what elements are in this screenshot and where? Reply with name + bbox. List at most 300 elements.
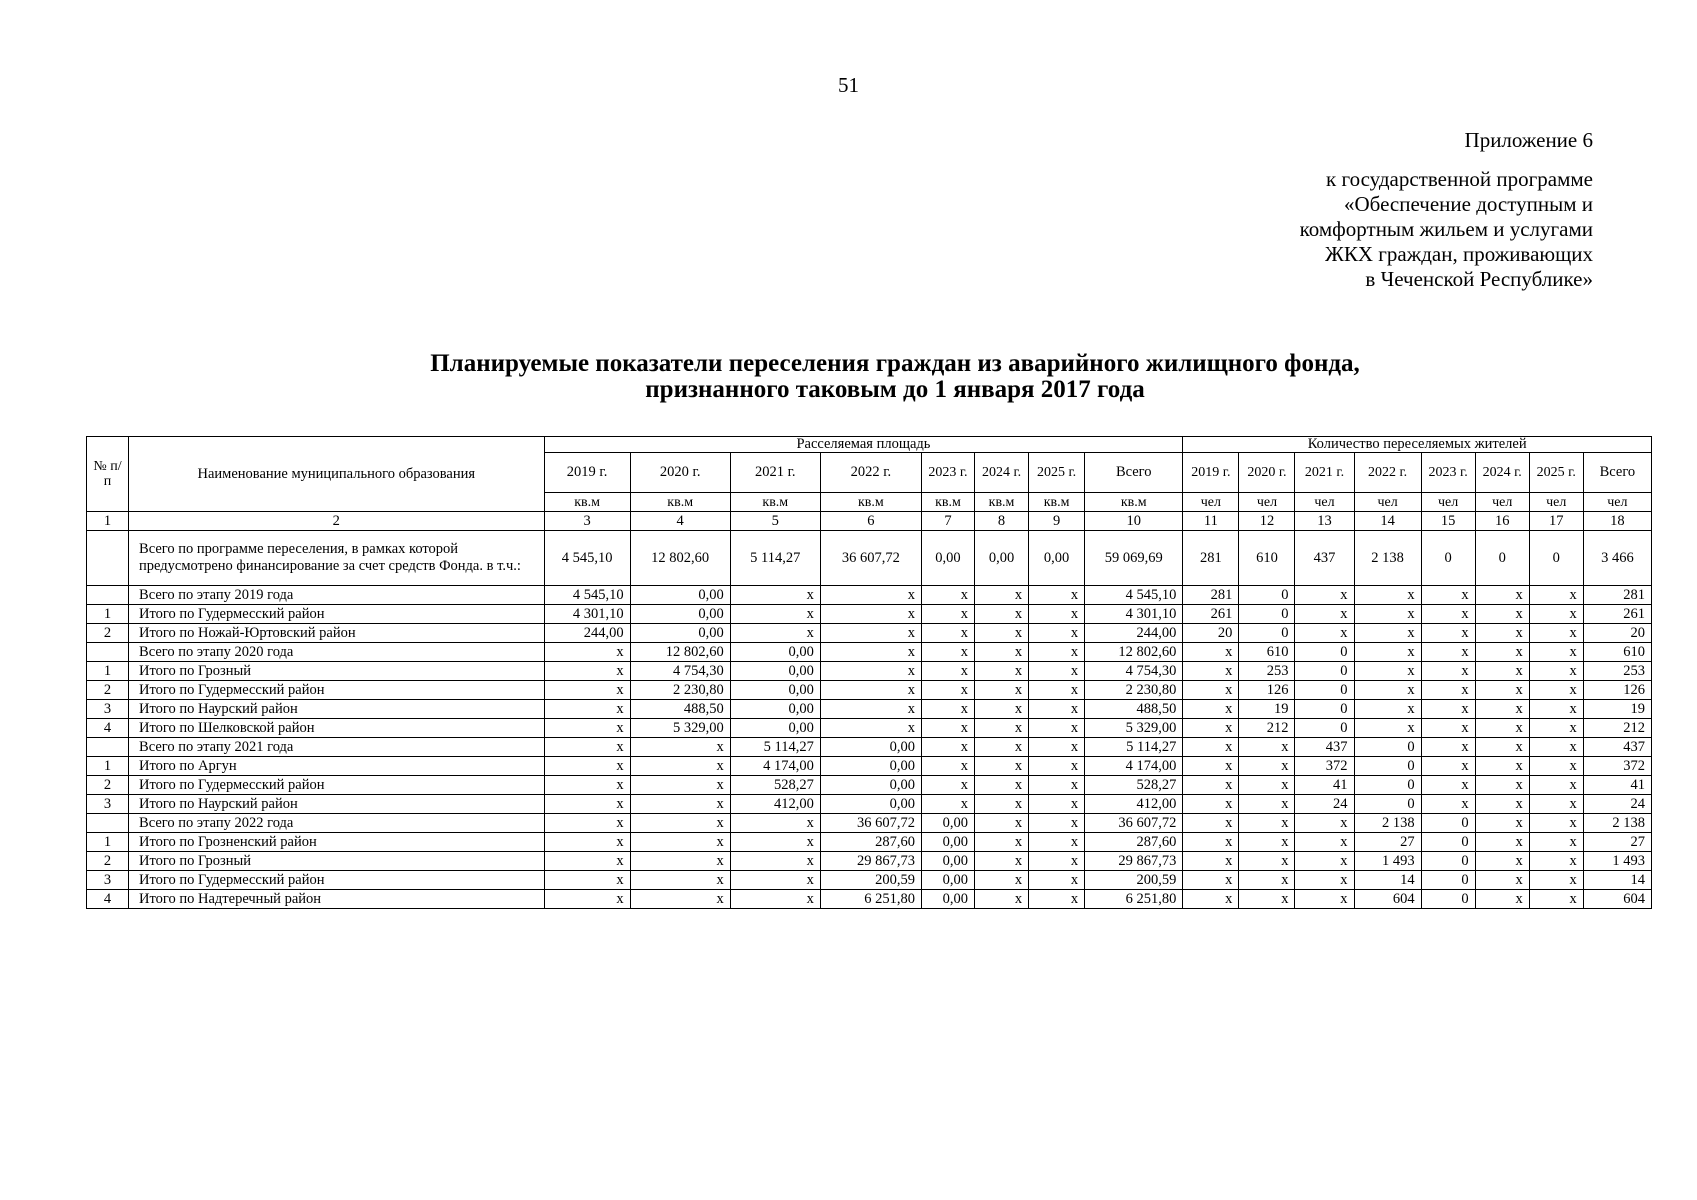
people-cell: 1 493 [1583,852,1651,871]
header-people-year: 2024 г. [1475,453,1529,493]
people-cell: х [1475,624,1529,643]
people-cell: х [1529,833,1583,852]
area-cell: 4 301,10 [544,605,630,624]
area-cell: х [1029,643,1085,662]
area-cell: 0,00 [730,719,820,738]
people-cell: х [1239,852,1295,871]
area-cell: 0,00 [630,624,730,643]
people-cell: х [1421,624,1475,643]
table-row [87,700,1652,719]
document-title-line: признанного таковым до 1 января 2017 года [645,376,1145,403]
row-number [87,643,129,662]
people-cell: 610 [1583,643,1651,662]
people-cell: 437 [1295,531,1354,586]
area-cell: х [730,586,820,605]
header-people-unit: чел [1183,493,1239,512]
people-cell: х [1239,776,1295,795]
area-cell: х [975,852,1029,871]
area-cell: х [921,662,974,681]
area-cell: 0,00 [921,890,974,909]
header-people-year: 2021 г. [1295,453,1354,493]
area-cell: х [1029,833,1085,852]
area-cell: х [630,738,730,757]
area-cell: 244,00 [544,624,630,643]
people-cell: х [1239,738,1295,757]
people-cell: 2 138 [1354,531,1421,586]
header-people-unit: чел [1583,493,1651,512]
row-number: 2 [87,852,129,871]
column-number: 1 [87,512,129,531]
column-number: 8 [975,512,1029,531]
column-number: 4 [630,512,730,531]
area-cell: 5 114,27 [1085,738,1183,757]
area-cell: х [921,757,974,776]
area-cell: х [730,890,820,909]
people-cell: х [1183,871,1239,890]
area-cell: 0,00 [730,681,820,700]
area-cell: х [544,662,630,681]
area-cell: 36 607,72 [1085,814,1183,833]
people-cell: х [1421,605,1475,624]
area-cell: 0,00 [630,605,730,624]
area-cell: х [820,719,921,738]
people-cell: х [1354,643,1421,662]
area-cell: х [820,643,921,662]
area-cell: х [975,662,1029,681]
people-cell: 610 [1239,643,1295,662]
people-cell: х [1421,757,1475,776]
header-area-year: 2021 г. [730,453,820,493]
header-area-year: 2023 г. [921,453,974,493]
people-cell: 24 [1295,795,1354,814]
area-cell: х [921,776,974,795]
header-people-year: 2022 г. [1354,453,1421,493]
table-row [87,605,1652,624]
people-cell: х [1529,605,1583,624]
table-row [87,852,1652,871]
people-cell: 126 [1239,681,1295,700]
area-cell: 0,00 [1029,531,1085,586]
area-cell: 4 545,10 [1085,586,1183,605]
area-cell: 2 230,80 [1085,681,1183,700]
area-cell: 488,50 [630,700,730,719]
people-cell: х [1421,795,1475,814]
people-cell: х [1475,890,1529,909]
area-cell: 488,50 [1085,700,1183,719]
people-cell: х [1529,643,1583,662]
area-cell: 4 174,00 [730,757,820,776]
table-row [87,833,1652,852]
people-cell: 437 [1583,738,1651,757]
area-cell: 5 329,00 [1085,719,1183,738]
row-number: 3 [87,871,129,890]
appendix-line: в Чеченской Республике» [1365,267,1593,291]
header-area-unit: кв.м [820,493,921,512]
area-cell: х [630,890,730,909]
area-cell: 0,00 [921,871,974,890]
people-cell: х [1354,605,1421,624]
area-cell: 29 867,73 [820,852,921,871]
table-row [87,871,1652,890]
people-cell: х [1421,662,1475,681]
people-cell: 0 [1529,531,1583,586]
people-cell: х [1475,605,1529,624]
column-number-row [87,512,1652,531]
people-cell: 20 [1183,624,1239,643]
people-cell: х [1529,795,1583,814]
area-cell: х [975,605,1029,624]
area-cell: 59 069,69 [1085,531,1183,586]
header-people-unit: чел [1475,493,1529,512]
people-cell: 0 [1421,531,1475,586]
municipality-name: Итого по Ножай-Юртовский район [129,624,544,643]
header-area-unit: кв.м [921,493,974,512]
people-cell: х [1239,795,1295,814]
people-cell: х [1475,700,1529,719]
column-number: 3 [544,512,630,531]
area-cell: х [544,852,630,871]
table-row [87,624,1652,643]
document-title-line: Планируемые показатели переселения граждан из аварийного жилищного фонда, [430,350,1360,377]
area-cell: х [975,738,1029,757]
people-cell: 0 [1295,643,1354,662]
area-cell: х [921,643,974,662]
area-cell: х [544,833,630,852]
column-number: 6 [820,512,921,531]
appendix-line: комфортным жильем и услугами [1299,217,1593,241]
people-cell: 0 [1421,833,1475,852]
row-number [87,814,129,833]
area-cell: х [975,681,1029,700]
appendix-subtitle [1300,167,1593,292]
municipality-name: Итого по Грозный [129,662,544,681]
people-cell: х [1239,757,1295,776]
area-cell: 29 867,73 [1085,852,1183,871]
area-cell: х [1029,776,1085,795]
header-people-unit: чел [1354,493,1421,512]
appendix-line: ЖКХ граждан, проживающих [1325,242,1593,266]
people-cell: х [1183,700,1239,719]
header-number: № п/п [87,437,129,512]
municipality-name: Итого по Гудермесский район [129,871,544,890]
area-cell: х [1029,662,1085,681]
municipality-name: Всего по этапу 2020 года [129,643,544,662]
area-cell: х [1029,700,1085,719]
people-cell: 27 [1583,833,1651,852]
area-cell: 36 607,72 [820,531,921,586]
people-cell: х [1183,833,1239,852]
area-cell: 4 545,10 [544,531,630,586]
people-cell: 604 [1354,890,1421,909]
row-number: 3 [87,795,129,814]
people-cell: х [1421,776,1475,795]
people-cell: х [1354,662,1421,681]
people-cell: х [1183,757,1239,776]
area-cell: х [544,643,630,662]
area-cell: х [820,662,921,681]
row-number: 2 [87,776,129,795]
people-cell: х [1475,643,1529,662]
area-cell: 0,00 [820,757,921,776]
area-cell: х [921,586,974,605]
area-cell: х [544,757,630,776]
appendix-line: к государственной программе [1326,167,1593,191]
people-cell: 610 [1239,531,1295,586]
area-cell: 0,00 [921,852,974,871]
area-cell: 0,00 [921,531,974,586]
municipality-name: Итого по Наурский район [129,795,544,814]
people-cell: 281 [1583,586,1651,605]
people-cell: 1 493 [1354,852,1421,871]
people-cell: х [1239,833,1295,852]
people-cell: 24 [1583,795,1651,814]
people-cell: х [1421,700,1475,719]
area-cell: 4 545,10 [544,586,630,605]
table-row [87,890,1652,909]
area-cell: 5 114,27 [730,738,820,757]
people-cell: х [1529,681,1583,700]
people-cell: х [1295,605,1354,624]
people-cell: х [1354,586,1421,605]
area-cell: х [544,776,630,795]
people-cell: х [1295,890,1354,909]
header-area-unit: кв.м [975,493,1029,512]
area-cell: х [630,776,730,795]
area-cell: х [975,833,1029,852]
column-number: 5 [730,512,820,531]
municipality-name: Итого по Шелковской район [129,719,544,738]
area-cell: х [921,605,974,624]
people-cell: х [1183,776,1239,795]
area-cell: х [630,757,730,776]
people-cell: х [1295,586,1354,605]
people-cell: 437 [1295,738,1354,757]
people-cell: х [1529,719,1583,738]
area-cell: х [921,624,974,643]
header-area-year: Всего [1085,453,1183,493]
row-number: 3 [87,700,129,719]
people-cell: х [1475,681,1529,700]
column-number: 2 [129,512,544,531]
area-cell: х [544,719,630,738]
area-cell: 0,00 [820,776,921,795]
people-cell: х [1529,624,1583,643]
people-cell: х [1529,700,1583,719]
people-cell: х [1354,624,1421,643]
municipality-name: Итого по Грозный [129,852,544,871]
header-people-year: 2020 г. [1239,453,1295,493]
column-number: 13 [1295,512,1354,531]
header-area-year: 2024 г. [975,453,1029,493]
people-cell: х [1475,795,1529,814]
area-cell: х [730,871,820,890]
people-cell: х [1475,662,1529,681]
people-cell: х [1183,662,1239,681]
area-cell: х [975,624,1029,643]
area-cell: х [730,605,820,624]
area-cell: 4 174,00 [1085,757,1183,776]
people-cell: 3 466 [1583,531,1651,586]
people-cell: х [1529,890,1583,909]
area-cell: 200,59 [1085,871,1183,890]
table-row [87,531,1652,586]
people-cell: х [1295,871,1354,890]
area-cell: х [630,871,730,890]
municipality-name: Всего по этапу 2022 года [129,814,544,833]
people-cell: х [1529,738,1583,757]
row-number: 4 [87,719,129,738]
appendix-title: Приложение 6 [1464,128,1593,152]
people-cell: х [1529,776,1583,795]
area-cell: х [544,681,630,700]
people-cell: 0 [1421,814,1475,833]
area-cell: х [1029,586,1085,605]
area-cell: х [1029,757,1085,776]
row-number [87,531,129,586]
area-cell: 5 329,00 [630,719,730,738]
header-area-unit: кв.м [1029,493,1085,512]
area-cell: 200,59 [820,871,921,890]
column-number: 17 [1529,512,1583,531]
people-cell: 372 [1295,757,1354,776]
area-cell: х [544,700,630,719]
people-cell: 14 [1354,871,1421,890]
area-cell: х [544,871,630,890]
header-people-year: Всего [1583,453,1651,493]
header-people-unit: чел [1421,493,1475,512]
area-cell: 528,27 [730,776,820,795]
table-row [87,738,1652,757]
people-cell: х [1183,852,1239,871]
area-cell: х [921,681,974,700]
area-cell: х [820,624,921,643]
area-cell: 0,00 [921,833,974,852]
area-cell: х [820,700,921,719]
people-cell: х [1295,814,1354,833]
people-cell: 0 [1354,757,1421,776]
header-people-year: 2025 г. [1529,453,1583,493]
header-area-unit: кв.м [730,493,820,512]
header-people-group: Количество переселяемых жителей [1183,437,1652,453]
table-row [87,681,1652,700]
people-cell: 2 138 [1354,814,1421,833]
header-area-unit: кв.м [544,493,630,512]
area-cell: х [544,738,630,757]
header-people-unit: чел [1239,493,1295,512]
header-people-unit: чел [1529,493,1583,512]
area-cell: х [820,586,921,605]
people-cell: х [1475,814,1529,833]
column-number: 9 [1029,512,1085,531]
area-cell: х [975,871,1029,890]
people-cell: х [1529,662,1583,681]
area-cell: х [921,738,974,757]
area-cell: 0,00 [730,700,820,719]
people-cell: х [1295,852,1354,871]
table-row [87,662,1652,681]
people-cell: 2 138 [1583,814,1651,833]
row-number: 2 [87,624,129,643]
area-cell: х [921,795,974,814]
table-row [87,719,1652,738]
table-row [87,814,1652,833]
people-cell: х [1239,814,1295,833]
area-cell: 2 230,80 [630,681,730,700]
area-cell: х [1029,890,1085,909]
people-cell: х [1475,871,1529,890]
header-people-unit: чел [1295,493,1354,512]
people-cell: 0 [1354,776,1421,795]
people-cell: 212 [1583,719,1651,738]
area-cell: 0,00 [975,531,1029,586]
area-cell: х [975,719,1029,738]
people-cell: х [1183,795,1239,814]
people-cell: х [1183,643,1239,662]
people-cell: 14 [1583,871,1651,890]
area-cell: 287,60 [820,833,921,852]
page-number: 51 [838,73,859,97]
area-cell: 287,60 [1085,833,1183,852]
area-cell: х [544,795,630,814]
municipality-name: Итого по Грозненский район [129,833,544,852]
people-cell: 0 [1295,700,1354,719]
row-number: 4 [87,890,129,909]
people-cell: 0 [1239,624,1295,643]
header-name: Наименование муниципального образования [129,437,544,512]
people-cell: х [1183,719,1239,738]
header-people-year: 2023 г. [1421,453,1475,493]
area-cell: х [975,814,1029,833]
people-cell: 0 [1475,531,1529,586]
row-number [87,586,129,605]
area-cell: 4 301,10 [1085,605,1183,624]
people-cell: х [1529,757,1583,776]
people-cell: 0 [1421,890,1475,909]
area-cell: 12 802,60 [630,643,730,662]
people-cell: 19 [1583,700,1651,719]
area-cell: х [730,852,820,871]
area-cell: х [1029,871,1085,890]
people-cell: 0 [1239,605,1295,624]
table-row [87,586,1652,605]
area-cell: х [975,757,1029,776]
document-title [0,351,1697,403]
people-cell: х [1239,871,1295,890]
column-number: 7 [921,512,974,531]
area-cell: х [544,890,630,909]
people-cell: х [1354,681,1421,700]
people-cell: х [1475,776,1529,795]
people-cell: 41 [1295,776,1354,795]
area-cell: х [1029,605,1085,624]
row-number: 2 [87,681,129,700]
people-cell: 281 [1183,586,1239,605]
column-number: 14 [1354,512,1421,531]
people-cell: х [1421,738,1475,757]
municipality-name: Всего по этапу 2021 года [129,738,544,757]
area-cell: х [1029,719,1085,738]
column-number: 18 [1583,512,1651,531]
column-number: 15 [1421,512,1475,531]
row-number: 1 [87,662,129,681]
people-cell: х [1529,852,1583,871]
area-cell: 36 607,72 [820,814,921,833]
header-area-unit: кв.м [1085,493,1183,512]
appendix-line: «Обеспечение доступным и [1344,192,1593,216]
area-cell: х [544,814,630,833]
header-area-year: 2020 г. [630,453,730,493]
people-cell: 19 [1239,700,1295,719]
